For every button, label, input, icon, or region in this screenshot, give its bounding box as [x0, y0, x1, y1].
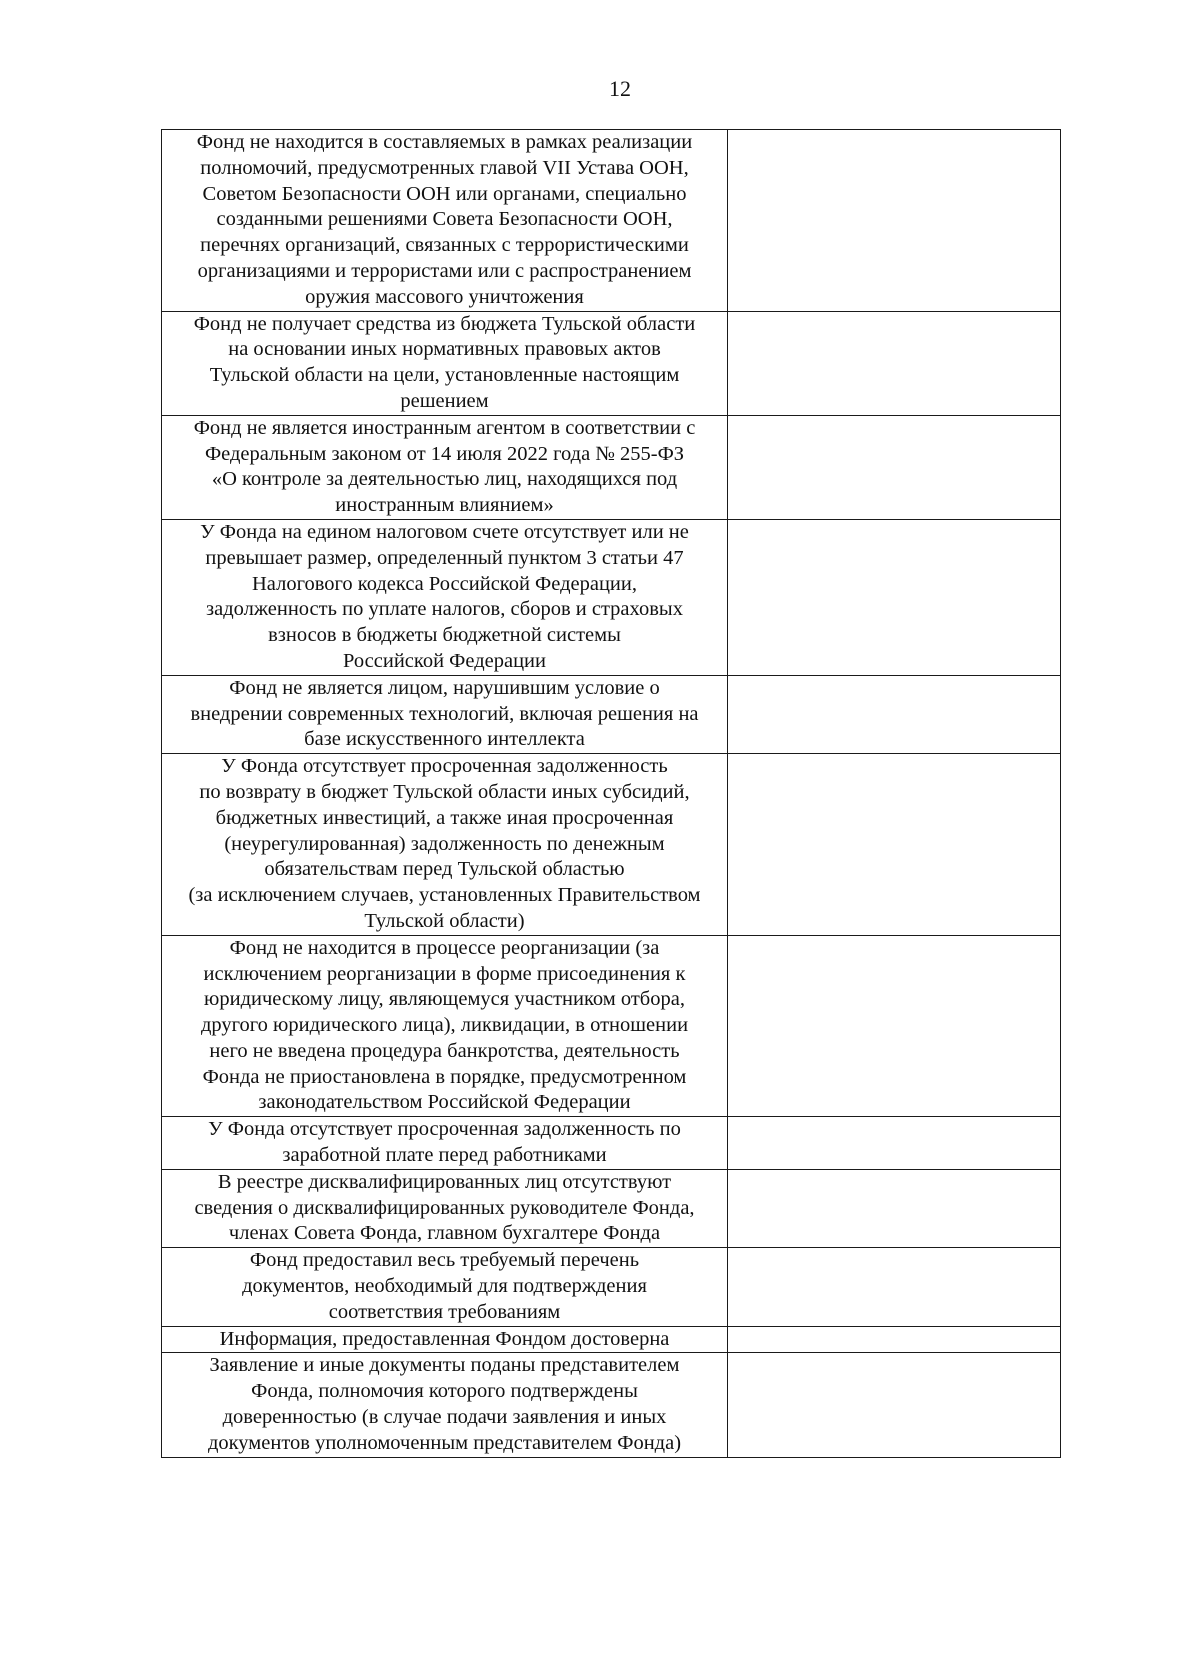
requirement-mark-cell — [728, 1248, 1061, 1326]
requirement-mark-cell — [728, 754, 1061, 936]
table-row — [162, 675, 1061, 753]
table-row — [162, 1248, 1061, 1326]
requirement-text: У Фонда отсутствует просроченная задолженность по возврату в бюджет Тульской области иных субсидий, бюджетных инвестиций, а также иная просроченная (неурегулированная) задолженность по денежным обязательствам перед Тульской областью (за исключением случаев, установленных Правительством Тульской области) — [162, 754, 728, 936]
requirement-text: У Фонда на едином налоговом счете отсутствует или не превышает размер, определенный пунктом 3 статьи 47 Налогового кодекса Российской Федерации, задолженность по уплате налогов, сборов и страховых взносов в бюджеты бюджетной системы Российской Федерации — [162, 519, 728, 675]
requirement-mark-cell — [728, 675, 1061, 753]
table-row — [162, 311, 1061, 415]
requirements-table — [161, 129, 1061, 1458]
table-row — [162, 1117, 1061, 1170]
table-row — [162, 754, 1061, 936]
requirement-mark-cell — [728, 311, 1061, 415]
table-row — [162, 1169, 1061, 1247]
requirement-text: Фонд не получает средства из бюджета Тульской области на основании иных нормативных правовых актов Тульской области на цели, установленные настоящим решением — [162, 311, 728, 415]
requirement-mark-cell — [728, 415, 1061, 519]
page-number: 12 — [609, 76, 631, 101]
requirement-mark-cell — [728, 1353, 1061, 1457]
requirement-mark-cell — [728, 130, 1061, 312]
requirement-text: У Фонда отсутствует просроченная задолженность по заработной плате перед работниками — [162, 1117, 728, 1170]
table-row — [162, 935, 1061, 1117]
requirement-text: В реестре дисквалифицированных лиц отсутствуют сведения о дисквалифицированных руководителе Фонда, членах Совета Фонда, главном бухгалтере Фонда — [162, 1169, 728, 1247]
requirement-mark-cell — [728, 1117, 1061, 1170]
requirement-text: Информация, предоставленная Фондом достоверна — [162, 1326, 728, 1353]
requirement-mark-cell — [728, 935, 1061, 1117]
table-row — [162, 130, 1061, 312]
requirement-text: Фонд не является иностранным агентом в соответствии с Федеральным законом от 14 июля 2022 года № 255-ФЗ «О контроле за деятельностью лиц, находящихся под иностранным влиянием» — [162, 415, 728, 519]
requirement-text: Фонд не находится в составляемых в рамках реализации полномочий, предусмотренных главой VII Устава ООН, Советом Безопасности ООН или органами, специально созданными решениями Совета Безопасности ООН, перечнях организаций, связанных с террористическими организациями и террористами или с распространением оружия массового уничтожения — [162, 130, 728, 312]
requirement-text: Фонд не находится в процессе реорганизации (за исключением реорганизации в форме присоединения к юридическому лицу, являющемуся участником отбора, другого юридического лица), ликвидации, в отношении него не введена процедура банкротства, деятельность Фонда не приостановлена в порядке, предусмотренном законодательством Российской Федерации — [162, 935, 728, 1117]
requirement-mark-cell — [728, 519, 1061, 675]
requirement-text: Фонд предоставил весь требуемый перечень документов, необходимый для подтверждения соответствия требованиям — [162, 1248, 728, 1326]
table-row — [162, 415, 1061, 519]
table-row — [162, 1326, 1061, 1353]
requirement-mark-cell — [728, 1169, 1061, 1247]
requirement-text: Заявление и иные документы поданы представителем Фонда, полномочия которого подтверждены доверенностью (в случае подачи заявления и иных документов уполномоченным представителем Фонда) — [162, 1353, 728, 1457]
requirement-text: Фонд не является лицом, нарушившим условие о внедрении современных технологий, включая решения на базе искусственного интеллекта — [162, 675, 728, 753]
table-row — [162, 519, 1061, 675]
table-row — [162, 1353, 1061, 1457]
requirement-mark-cell — [728, 1326, 1061, 1353]
